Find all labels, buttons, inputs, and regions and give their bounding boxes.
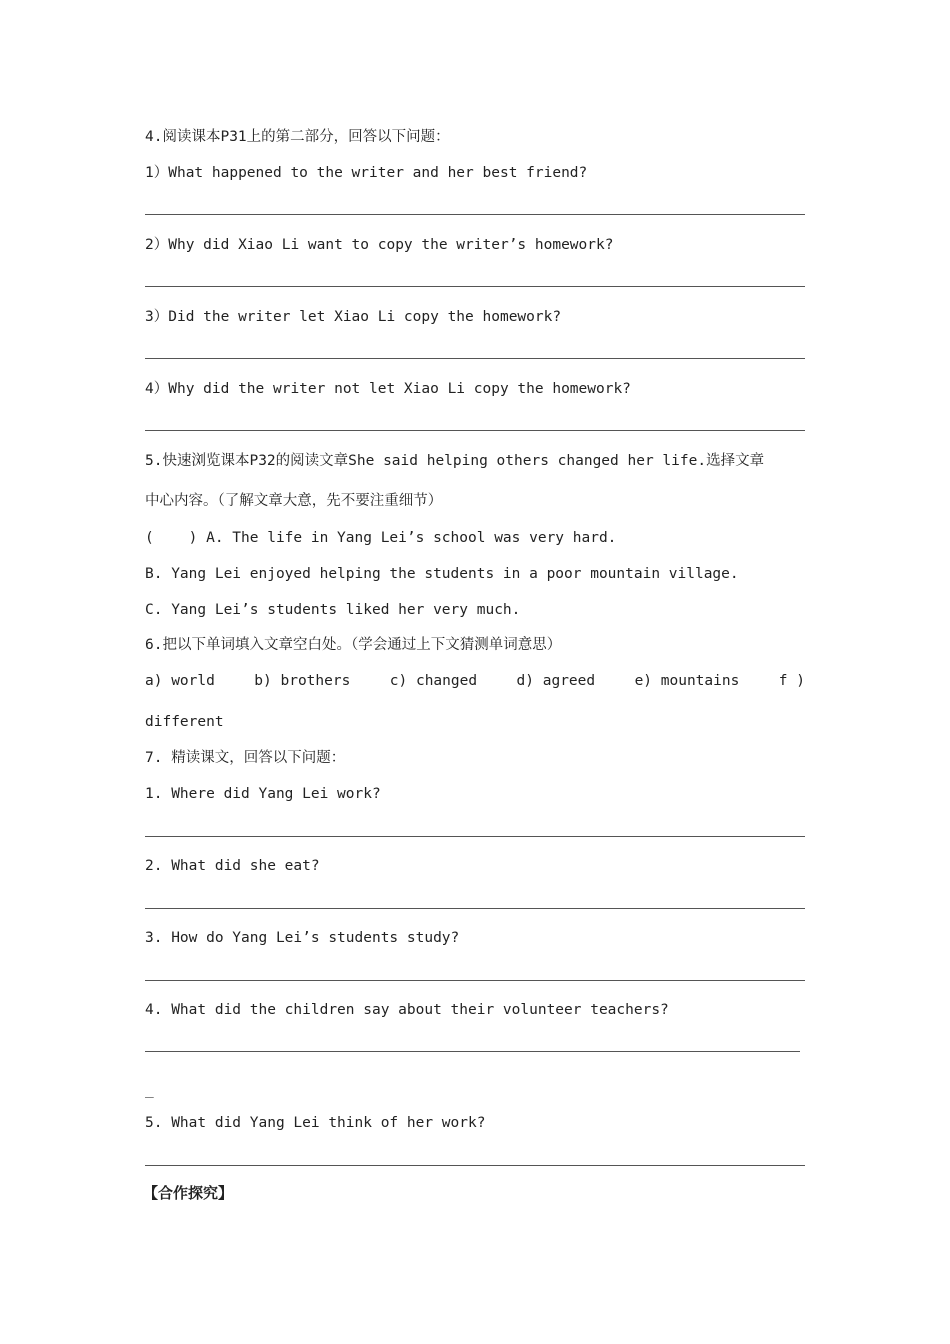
word-bank-item: f ) [778,673,805,689]
section5-option-b: B. Yang Lei enjoyed helping the students in a poor mountain village. [145,566,739,582]
answer-line[interactable] [145,980,805,981]
answer-line-continuation: _ [145,1082,154,1098]
answer-line[interactable] [145,836,805,837]
answer-line[interactable] [145,1165,805,1166]
answer-line[interactable] [145,286,805,287]
section4-question-2: 2）Why did Xiao Li want to copy the writer’s homework? [145,237,614,253]
cooperation-heading: 【合作探究】 [143,1184,234,1202]
section7-question-5: 5. What did Yang Lei think of her work? [145,1115,486,1131]
word-bank-item: c) changed [389,673,478,689]
section5-title-continued: 中心内容。（了解文章大意，先不要注重细节） [145,493,443,509]
word-bank-item: e) mountains [634,673,740,689]
section7-question-2: 2. What did she eat? [145,858,320,874]
section5-title: 5.快速浏览课本P32的阅读文章She said helping others changed her life.选择文章 [145,453,765,469]
answer-line[interactable] [145,430,805,431]
word-bank-item: a) world [145,673,215,689]
section7-question-4: 4. What did the children say about their volunteer teachers? [145,1002,669,1018]
section6-title: 6.把以下单词填入文章空白处。（学会通过上下文猜测单词意思） [145,637,562,653]
section7-question-3: 3. How do Yang Lei’s students study? [145,930,460,946]
answer-line[interactable] [145,214,805,215]
section7-question-1: 1. Where did Yang Lei work? [145,786,381,802]
section4-title: 4.阅读课本P31上的第二部分，回答以下问题： [145,129,450,145]
word-bank-item: d) agreed [516,673,596,689]
answer-line[interactable] [145,1051,800,1052]
section5-option-a: ( ) A. The life in Yang Lei’s school was very hard. [145,530,617,546]
answer-line[interactable] [145,358,805,359]
section7-title: 7. 精读课文，回答以下问题： [145,750,346,766]
word-bank-item-wrap: different [145,714,224,730]
section5-option-c: C. Yang Lei’s students liked her very much. [145,602,521,618]
section4-question-3: 3）Did the writer let Xiao Li copy the homework? [145,309,562,325]
section4-question-4: 4）Why did the writer not let Xiao Li copy the homework? [145,381,631,397]
section4-question-1: 1）What happened to the writer and her best friend? [145,165,588,181]
answer-line[interactable] [145,908,805,909]
word-bank [145,671,805,691]
word-bank-item: b) brothers [254,673,351,689]
